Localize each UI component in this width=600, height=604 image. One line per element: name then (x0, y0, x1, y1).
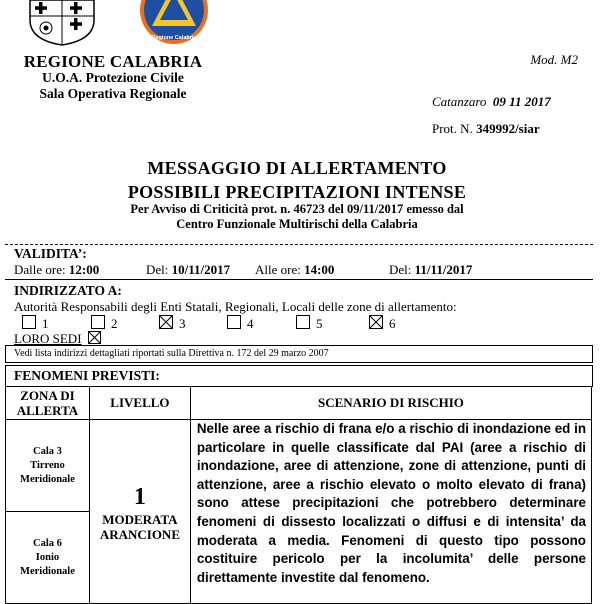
zone-checkbox-label: 1 (42, 316, 49, 331)
directive-note: Vedi lista indirizzi dettagliati riportati sulla Direttiva n. 172 del 29 marzo 2007 (14, 348, 329, 359)
addressed-label: INDIRIZZATO A: (14, 283, 122, 298)
validity-label: VALIDITA’: (14, 246, 87, 261)
level-name: MODERATA (102, 511, 178, 527)
loro-sedi-checkbox[interactable] (88, 331, 101, 344)
addressed-description: Autorità Responsabili degli Enti Statali, Regionali, Locali delle zone di allertamento: (14, 299, 457, 314)
zone-checkbox-item (369, 315, 396, 332)
col-zone-text: ZONA DI ALLERTA (16, 388, 79, 418)
directive-note-box (5, 345, 593, 363)
from-date-value: 10/11/2017 (171, 262, 231, 277)
zone-cell-cala6 (6, 512, 90, 604)
zone-checkbox-item (227, 315, 254, 332)
protezione-civile-logo (138, 0, 210, 46)
to-date-label: Del: (389, 262, 412, 277)
validity-to-hour (255, 262, 334, 278)
checkbox-x-icon (370, 316, 382, 328)
protocol-number: 349992/siar (476, 121, 540, 136)
protocol-label: Prot. N. (432, 121, 473, 136)
zone-name: Cala 6 (33, 537, 62, 549)
level-color: ARANCIONE (99, 526, 180, 542)
zone-checkbox-label: 4 (247, 316, 254, 331)
loro-sedi-label: LORO SEDI (14, 331, 82, 346)
col-zone-header (6, 387, 90, 420)
from-hour-label: Dalle ore: (14, 262, 66, 277)
logo-caption-text: Regione Calabria (151, 35, 197, 41)
regione-calabria-coat-of-arms (26, 0, 98, 46)
zone-checkbox-item (296, 315, 323, 332)
zone-2-checkbox[interactable] (91, 315, 105, 329)
zone-subname: Ionio (35, 551, 60, 563)
phenomena-table-header (6, 387, 592, 420)
protocol-line (432, 121, 540, 137)
col-level-header: LIVELLO (89, 387, 190, 420)
zone-subname: Meridionale (20, 565, 75, 577)
phenomena-table (5, 386, 592, 604)
coat-of-arms-icon (26, 0, 98, 46)
date-line (432, 94, 551, 110)
zone-checkbox-item (159, 315, 186, 332)
from-date-label: Del: (146, 262, 169, 277)
zone-checkbox-label: 5 (316, 316, 323, 331)
operations-room-name: Sala Operativa Regionale (39, 86, 187, 101)
message-subtitle: POSSIBILI PRECIPITAZIONI INTENSE (127, 182, 467, 202)
zone-checkbox-item (22, 315, 49, 332)
zone-checkbox-group (22, 315, 442, 331)
zone-name: Cala 3 (33, 445, 62, 457)
table-row (6, 420, 592, 512)
zone-5-checkbox[interactable] (296, 315, 310, 329)
zone-checkbox-item (91, 315, 118, 332)
zone-6-checkbox[interactable] (369, 315, 383, 329)
section-divider (5, 244, 593, 245)
message-title: MESSAGGIO DI ALLERTAMENTO (147, 158, 447, 178)
to-hour-value: 14:00 (304, 262, 335, 277)
phenomena-label: FENOMENI PREVISTI: (14, 368, 160, 383)
model-code: Mod. M2 (530, 52, 578, 67)
zone-3-checkbox[interactable] (159, 315, 173, 329)
region-name: REGIONE CALABRIA (23, 52, 203, 71)
zone-checkbox-label: 3 (179, 316, 186, 331)
civil-protection-emblem-icon (138, 0, 210, 46)
checkbox-x-icon (89, 332, 100, 343)
zone-4-checkbox[interactable] (227, 315, 241, 329)
zone-1-checkbox[interactable] (22, 315, 36, 329)
zone-checkbox-label: 2 (111, 316, 118, 331)
zone-subname: Meridionale (20, 473, 75, 485)
col-scenario-header: SCENARIO DI RISCHIO (190, 387, 591, 420)
to-date-value: 11/11/2017 (414, 262, 473, 277)
zone-cell-cala3 (6, 420, 90, 512)
validity-bottom-rule (5, 279, 593, 280)
zone-subname: Tirreno (30, 459, 65, 471)
from-hour-value: 12:00 (68, 262, 100, 277)
checkbox-x-icon (160, 316, 172, 328)
phenomena-header-box (5, 365, 593, 387)
level-cell (89, 420, 190, 604)
zone-checkbox-label: 6 (389, 316, 396, 331)
validity-to-date (389, 262, 472, 278)
scenario-cell (190, 420, 591, 604)
date-place: Catanzaro (432, 94, 487, 109)
to-hour-label: Alle ore: (255, 262, 301, 277)
alert-reference: Per Avviso di Criticità prot. n. 46723 del 09/11/2017 emesso dal (130, 202, 464, 216)
office-name: U.O.A. Protezione Civile (42, 70, 184, 85)
level-number: 1 (133, 483, 146, 510)
issuing-center: Centro Funzionale Multirischi della Calabria (176, 217, 418, 231)
scenario-text: Nelle aree a rischio di frana e/o a rischio di inondazione ed in particolare in quelle classificate dal PAI (aree a rischio di inondazione, aree di attenzione, zone di attenzione, punti di attenzione, aree a rischio elevato o molto elevato di frana) sono attese precipitazioni che potrebbero determinare fenomeni di dissesto localizzati o diffusi e di intensita’ da moderata a media. Fenomeni di questo tipo possono costituire pericolo per la incolumita’ delle persone direttamente investite dal fenomeno. (196, 421, 586, 585)
date-value: 09 11 2017 (492, 94, 551, 109)
validity-from-date (146, 262, 230, 278)
validity-from-hour (14, 262, 99, 278)
